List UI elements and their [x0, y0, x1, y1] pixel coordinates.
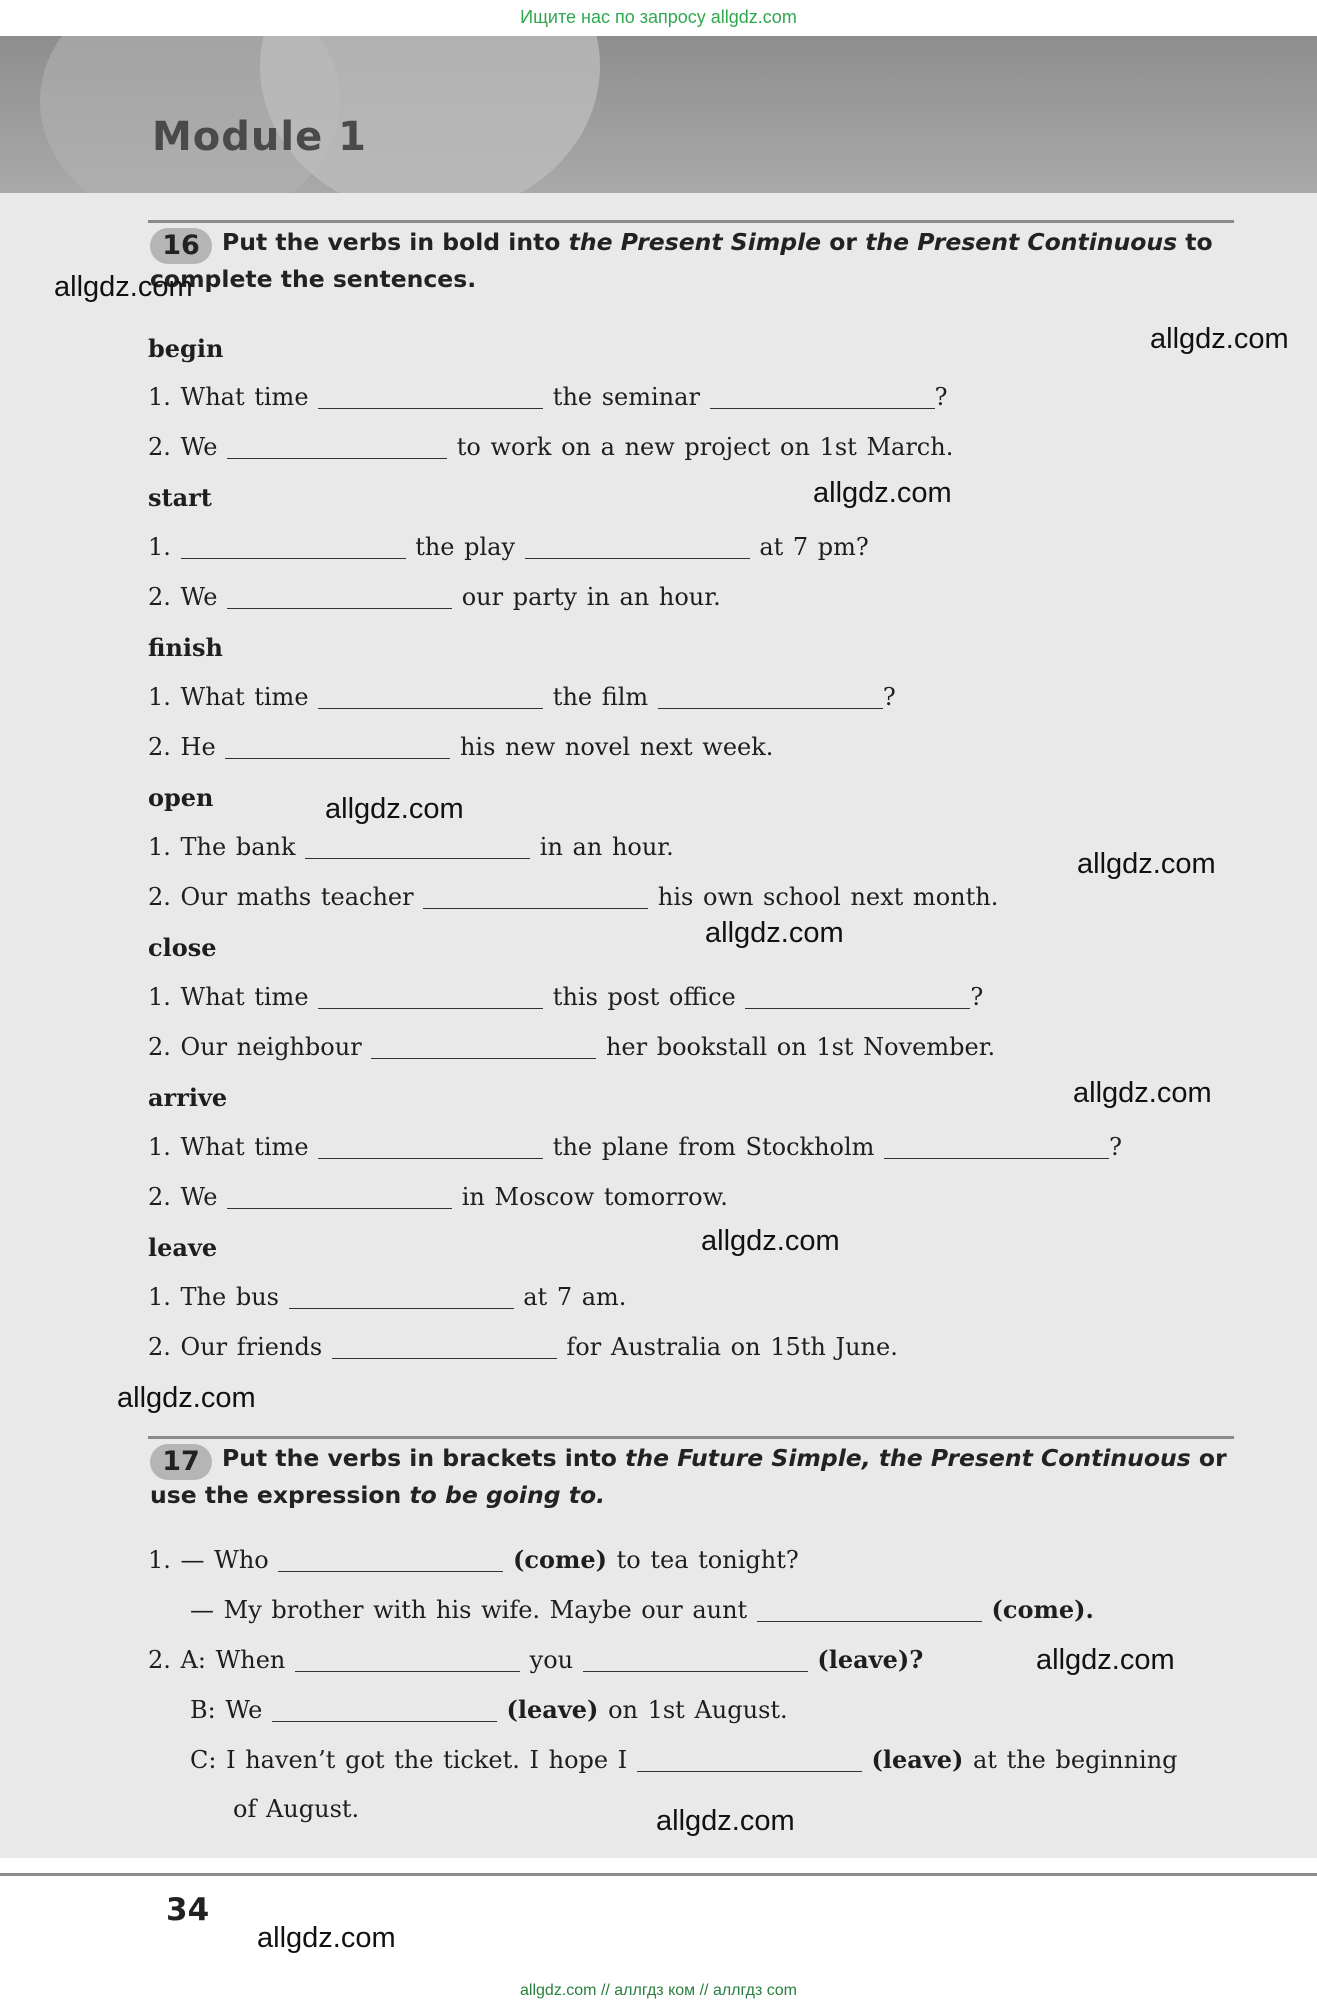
- answer-blank[interactable]: [884, 1136, 1109, 1159]
- answer-blank[interactable]: [332, 1336, 557, 1359]
- answer-blank[interactable]: [227, 586, 452, 609]
- sentence-line: 1. What time the film ?: [148, 683, 896, 711]
- verb-heading: finish: [148, 633, 223, 662]
- verb-heading: arrive: [148, 1083, 228, 1112]
- watermark: allgdz.com: [1073, 1077, 1212, 1109]
- exercise-number: 17: [150, 1444, 212, 1480]
- answer-blank[interactable]: [757, 1599, 982, 1622]
- watermark: allgdz.com: [54, 271, 193, 303]
- sentence-line: 2. He his new novel next week.: [148, 733, 774, 761]
- watermark: allgdz.com: [1036, 1644, 1175, 1676]
- sentence-line: 2. We our party in an hour.: [148, 583, 721, 611]
- answer-blank[interactable]: [295, 1649, 520, 1672]
- top-banner[interactable]: Ищите нас по запросу allgdz.com: [520, 7, 797, 27]
- sentence-line: 1. The bus at 7 am.: [148, 1283, 627, 1311]
- sentence-line: of August.: [233, 1795, 360, 1823]
- answer-blank[interactable]: [525, 536, 750, 559]
- answer-blank[interactable]: [305, 836, 530, 859]
- answer-blank[interactable]: [318, 386, 543, 409]
- answer-blank[interactable]: [318, 686, 543, 709]
- exercise-divider: [148, 220, 1234, 223]
- answer-blank[interactable]: [289, 1286, 514, 1309]
- module-title: Module 1: [152, 114, 367, 160]
- answer-blank[interactable]: [710, 386, 935, 409]
- exercise-divider: [148, 1436, 1234, 1439]
- answer-blank[interactable]: [318, 1136, 543, 1159]
- sentence-line: 1. What time this post office ?: [148, 983, 984, 1011]
- answer-blank[interactable]: [181, 536, 406, 559]
- page-number: 34: [166, 1892, 210, 1928]
- answer-blank[interactable]: [637, 1749, 862, 1772]
- answer-blank[interactable]: [227, 436, 447, 459]
- sentence-line: 1. What time the seminar ?: [148, 383, 948, 411]
- sentence-line: — My brother with his wife. Maybe our aunt (come).: [190, 1595, 1094, 1624]
- answer-blank[interactable]: [583, 1649, 808, 1672]
- verb-heading: start: [148, 483, 212, 512]
- sentence-line: C: I haven’t got the ticket. I hope I (leave) at the beginning: [190, 1745, 1178, 1774]
- sentence-line: 2. A: When you (leave)?: [148, 1645, 924, 1674]
- module-header: [0, 36, 1317, 193]
- sentence-line: 2. Our maths teacher his own school next month.: [148, 883, 999, 911]
- sentence-line: 1. The bank in an hour.: [148, 833, 674, 861]
- answer-blank[interactable]: [745, 986, 970, 1009]
- answer-blank[interactable]: [658, 686, 883, 709]
- watermark: allgdz.com: [257, 1922, 396, 1954]
- sentence-line: 1. — Who (come) to tea tonight?: [148, 1545, 799, 1574]
- answer-blank[interactable]: [272, 1699, 497, 1722]
- verb-heading: leave: [148, 1233, 218, 1262]
- answer-blank[interactable]: [227, 1186, 452, 1209]
- answer-blank[interactable]: [371, 1036, 596, 1059]
- exercise-17-instruction: 17 Put the verbs in brackets into the Future Simple, the Present Continuous or use the expression to be going to.: [150, 1444, 1227, 1509]
- watermark: allgdz.com: [701, 1225, 840, 1257]
- answer-blank[interactable]: [423, 886, 648, 909]
- sentence-line: 1. What time the plane from Stockholm ?: [148, 1133, 1122, 1161]
- sentence-line: 2. Our friends for Australia on 15th June.: [148, 1333, 898, 1361]
- exercise-16-instruction: 16 Put the verbs in bold into the Present Simple or the Present Continuous to complete the sentences.: [150, 228, 1213, 293]
- verb-heading: open: [148, 783, 214, 812]
- page-divider: [0, 1873, 1317, 1876]
- verb-heading: begin: [148, 334, 224, 363]
- answer-blank[interactable]: [225, 736, 450, 759]
- verb-heading: close: [148, 933, 217, 962]
- watermark: allgdz.com: [705, 917, 844, 949]
- watermark: allgdz.com: [117, 1382, 256, 1414]
- watermark: allgdz.com: [656, 1805, 795, 1837]
- sentence-line: 2. Our neighbour her bookstall on 1st November.: [148, 1033, 996, 1061]
- watermark: allgdz.com: [1077, 848, 1216, 880]
- answer-blank[interactable]: [278, 1549, 503, 1572]
- sentence-line: 2. We to work on a new project on 1st March.: [148, 433, 954, 461]
- answer-blank[interactable]: [318, 986, 543, 1009]
- exercise-number: 16: [150, 228, 212, 264]
- sentence-line: 1. the play at 7 pm?: [148, 533, 869, 561]
- sentence-line: B: We (leave) on 1st August.: [190, 1695, 788, 1724]
- footer-links[interactable]: allgdz.com // аллгдз ком // аллгдз com: [520, 1982, 797, 1999]
- sentence-line: 2. We in Moscow tomorrow.: [148, 1183, 728, 1211]
- watermark: allgdz.com: [813, 477, 952, 509]
- watermark: allgdz.com: [1150, 323, 1289, 355]
- watermark: allgdz.com: [325, 793, 464, 825]
